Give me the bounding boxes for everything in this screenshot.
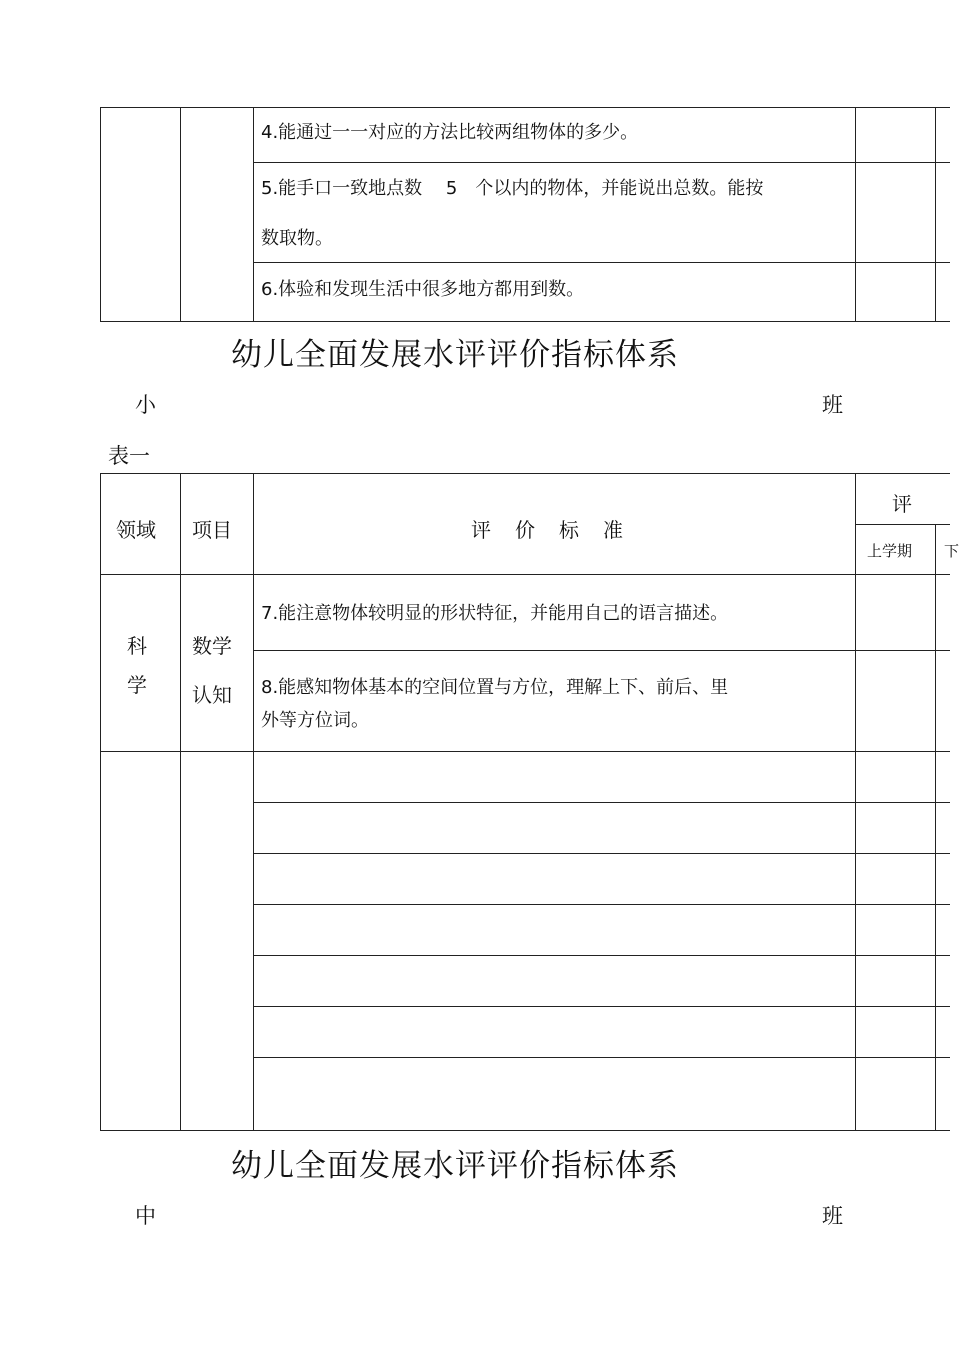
domain-char-1: 科 bbox=[127, 634, 147, 658]
domain-char-2: 学 bbox=[127, 673, 147, 697]
criterion-5: 5.能手口一致地点数 5 个以内的物体，并能说出总数。能按 bbox=[261, 178, 764, 199]
header-domain: 领域 bbox=[116, 518, 156, 542]
header-criteria: 评 价 标 准 bbox=[471, 518, 625, 542]
criterion-7: 7.能注意物体较明显的形状特征，并能用自己的语言描述。 bbox=[261, 603, 729, 624]
header-first-term: 上学期 bbox=[867, 542, 913, 560]
class-label-prefix-2: 中 bbox=[135, 1204, 156, 1228]
criterion-6: 6.体验和发现生活中很多地方都用到数。 bbox=[261, 279, 585, 300]
page-title-2: 幼儿全面发展水评评价指标体系 bbox=[231, 1148, 679, 1184]
page-title: 幼儿全面发展水评评价指标体系 bbox=[231, 337, 679, 373]
criterion-5-continued: 数取物。 bbox=[261, 228, 333, 249]
table-label: 表一 bbox=[108, 444, 150, 468]
criterion-4: 4.能通过一一对应的方法比较两组物体的多少。 bbox=[261, 122, 639, 143]
criterion-8-continued: 外等方位词。 bbox=[261, 710, 369, 731]
item-line-1: 数学 bbox=[192, 634, 232, 658]
item-line-2: 认知 bbox=[192, 683, 232, 707]
criterion-8: 8.能感知物体基本的空间位置与方位，理解上下、前后、里 bbox=[261, 677, 729, 698]
header-item: 项目 bbox=[192, 518, 232, 542]
header-evaluation: 评 bbox=[892, 492, 912, 516]
class-label-suffix-2: 班 bbox=[822, 1204, 843, 1228]
class-label-suffix: 班 bbox=[822, 393, 843, 417]
header-second-term: 下 bbox=[944, 542, 959, 560]
class-label-prefix: 小 bbox=[135, 393, 156, 417]
